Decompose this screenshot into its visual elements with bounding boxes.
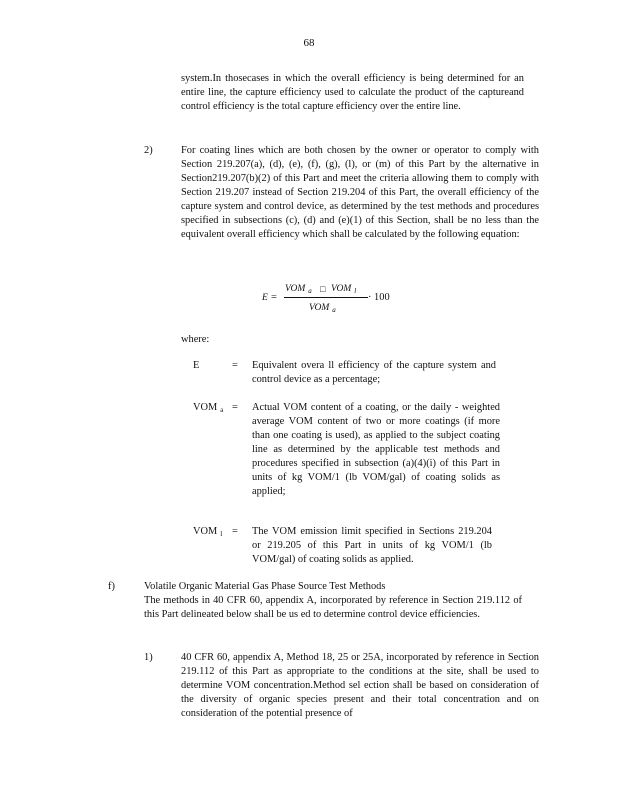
definition-equals-vom-l: = [232,526,238,537]
numerator-vom-l: VOM $_l$ [331,284,357,295]
definition-term-vom-a: VOM $_a$ [193,402,224,414]
page-number: 68 [303,37,315,49]
where-label: where: [181,334,210,345]
equation-equals: = [271,292,277,303]
item-f1-number: 1) [144,652,153,663]
definition-equals-vom-a: = [232,402,238,413]
numerator-vom-a: VOM $_a$ [285,284,312,295]
definition-text-vom-a: Actual VOM content of a coating, or the daily - weighted average VOM content of two or more coatings (if more than one coating is used), as applied to the subject coating line as determined by the applicable test methods and procedures specified in subsection (a)(4)(i) of this Part in units of kg VOM/1 (lb VOM/gal) of coating solids as applied; [252,402,500,497]
definition-equals-e: = [232,360,238,371]
continuation-paragraph: system.In thosecases in which the overall efficiency is being determined for an entire line, the capture efficiency used to calculate the product of the captureand control efficiency is the total capture efficiency over the entire line. [181,73,524,112]
equation [262,286,402,320]
definition-term-vom-l: VOM $_l$ [193,526,223,538]
denominator-vom-a: VOM $_a$ [309,303,336,314]
fraction-bar [284,297,368,298]
operator-glyph: □ [320,284,326,294]
item-2-text: For coating lines which are both chosen by the owner or operator to comply with Section 219.207(a), (d), (e), (f), (g), (l), or (m) of this Part by the alternative in Section219.207(b)(2) of this Part and meet the criteria allowing them to comply with Section 219.207 instead of Section 219.204 of this Part, the overall efficiency of the capture system and control device, as determined by the test methods and procedures specified in subsections (c), (d) and (e)(1) of this Section, shall be no less than the equivalent overall efficiency which shall be calculated by the following equation: [181,145,539,240]
section-f-letter: f) [108,581,115,592]
section-f-text: The methods in 40 CFR 60, appendix A, incorporated by reference in Section 219.112 of this Part delineated below shall be us ed to determine control device efficiencies. [144,595,522,620]
item-2-number: 2) [144,145,153,156]
definition-term-e: E [193,360,200,371]
equation-lhs: E [262,293,268,303]
section-f-heading: Volatile Organic Material Gas Phase Source Test Methods [144,581,386,592]
item-f1-text: 40 CFR 60, appendix A, Method 18, 25 or 25A, incorporated by reference in Section 219.112 of this Part as appropriate to the conditions at the site, shall be used to determine VOM concentration.Method sel ection shall be based on consideration of the diversity of organic species present and their total concentration and on consideration of the potential presence of [181,652,539,719]
definition-text-e: Equivalent overa ll efficiency of the capture system and control device as a percentage; [252,360,496,385]
equation-multiplier: · 100 [368,292,390,303]
definition-text-vom-l: The VOM emission limit specified in Sections 219.204 or 219.205 of this Part in units of kg VOM/1 (lb VOM/gal) of coating solids as applied. [252,526,492,565]
